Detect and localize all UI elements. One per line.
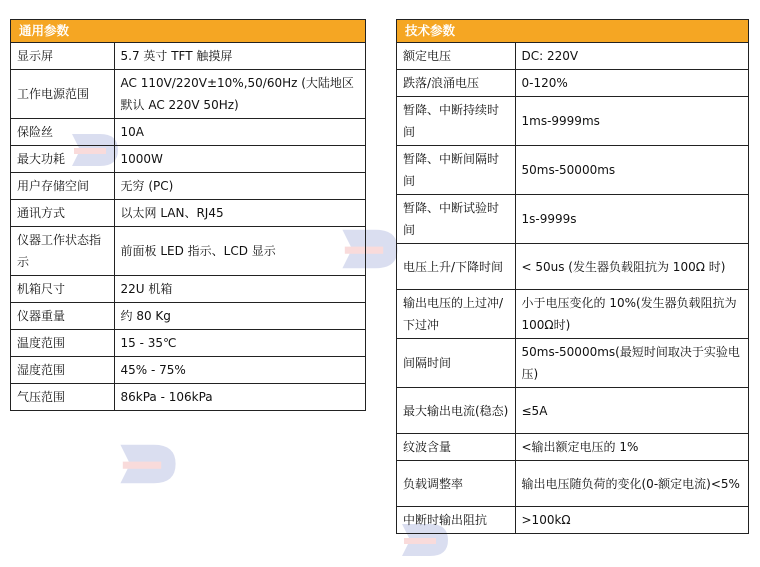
table-row	[11, 119, 365, 146]
param-value: 45% - 75%	[114, 357, 365, 384]
param-label: 仪器工作状态指示	[11, 227, 114, 276]
param-value: 以太网 LAN、RJ45	[114, 200, 365, 227]
table-row	[11, 70, 365, 119]
general-params-title: 通用参数	[11, 20, 365, 43]
table-row	[11, 303, 365, 330]
technical-params-table	[397, 43, 748, 533]
table-row	[11, 357, 365, 384]
param-label: 湿度范围	[11, 357, 114, 384]
param-value: ≤5A	[515, 388, 748, 434]
param-value: >100kΩ	[515, 507, 748, 534]
param-label: 暂降、中断持续时间	[397, 97, 515, 146]
table-row	[397, 70, 748, 97]
table-row	[11, 276, 365, 303]
table-row	[11, 200, 365, 227]
param-label: 负载调整率	[397, 461, 515, 507]
table-row	[397, 290, 748, 339]
table-row	[397, 434, 748, 461]
param-value: 约 80 Kg	[114, 303, 365, 330]
param-label: 输出电压的上过冲/下过冲	[397, 290, 515, 339]
param-label: 通讯方式	[11, 200, 114, 227]
param-value: 22U 机箱	[114, 276, 365, 303]
param-value: 1ms-9999ms	[515, 97, 748, 146]
param-label: 纹波含量	[397, 434, 515, 461]
table-row	[397, 507, 748, 534]
param-label: 电压上升/下降时间	[397, 244, 515, 290]
table-row	[11, 146, 365, 173]
table-row	[397, 43, 748, 70]
table-row	[397, 461, 748, 507]
table-row	[397, 339, 748, 388]
param-label: 最大输出电流(稳态)	[397, 388, 515, 434]
param-label: 机箱尺寸	[11, 276, 114, 303]
param-value: 10A	[114, 119, 365, 146]
param-value: 86kPa - 106kPa	[114, 384, 365, 411]
param-label: 工作电源范围	[11, 70, 114, 119]
param-label: 中断时输出阻抗	[397, 507, 515, 534]
param-value: 无穷 (PC)	[114, 173, 365, 200]
technical-params-title: 技术参数	[397, 20, 748, 43]
param-label: 暂降、中断试验时间	[397, 195, 515, 244]
table-row	[11, 173, 365, 200]
param-label: 跌落/浪涌电压	[397, 70, 515, 97]
param-value: <输出额定电压的 1%	[515, 434, 748, 461]
param-label: 温度范围	[11, 330, 114, 357]
param-value: 50ms-50000ms(最短时间取决于实验电压)	[515, 339, 748, 388]
param-label: 仪器重量	[11, 303, 114, 330]
table-row	[11, 384, 365, 411]
param-value: AC 110V/220V±10%,50/60Hz (大陆地区默认 AC 220V 50Hz)	[114, 70, 365, 119]
table-row	[397, 388, 748, 434]
table-row	[397, 244, 748, 290]
param-label: 保险丝	[11, 119, 114, 146]
param-value: 输出电压随负荷的变化(0-额定电流)<5%	[515, 461, 748, 507]
param-label: 气压范围	[11, 384, 114, 411]
general-params-panel	[10, 19, 366, 411]
param-label: 显示屏	[11, 43, 114, 70]
table-row	[11, 43, 365, 70]
param-label: 额定电压	[397, 43, 515, 70]
table-row	[397, 195, 748, 244]
param-value: < 50us (发生器负载阻抗为 100Ω 时)	[515, 244, 748, 290]
table-row	[397, 97, 748, 146]
param-value: 0-120%	[515, 70, 748, 97]
table-row	[11, 330, 365, 357]
param-label: 间隔时间	[397, 339, 515, 388]
param-value: 1s-9999s	[515, 195, 748, 244]
param-value: 15 - 35℃	[114, 330, 365, 357]
param-value: 小于电压变化的 10%(发生器负载阻抗为 100Ω时)	[515, 290, 748, 339]
param-label: 最大功耗	[11, 146, 114, 173]
param-value: DC: 220V	[515, 43, 748, 70]
general-params-table	[11, 43, 365, 410]
param-value: 50ms-50000ms	[515, 146, 748, 195]
watermark-logo	[118, 440, 178, 492]
param-value: 5.7 英寸 TFT 触摸屏	[114, 43, 365, 70]
param-value: 前面板 LED 指示、LCD 显示	[114, 227, 365, 276]
table-row	[11, 227, 365, 276]
param-label: 暂降、中断间隔时间	[397, 146, 515, 195]
param-label: 用户存储空间	[11, 173, 114, 200]
param-value: 1000W	[114, 146, 365, 173]
table-row	[397, 146, 748, 195]
technical-params-panel	[396, 19, 749, 534]
